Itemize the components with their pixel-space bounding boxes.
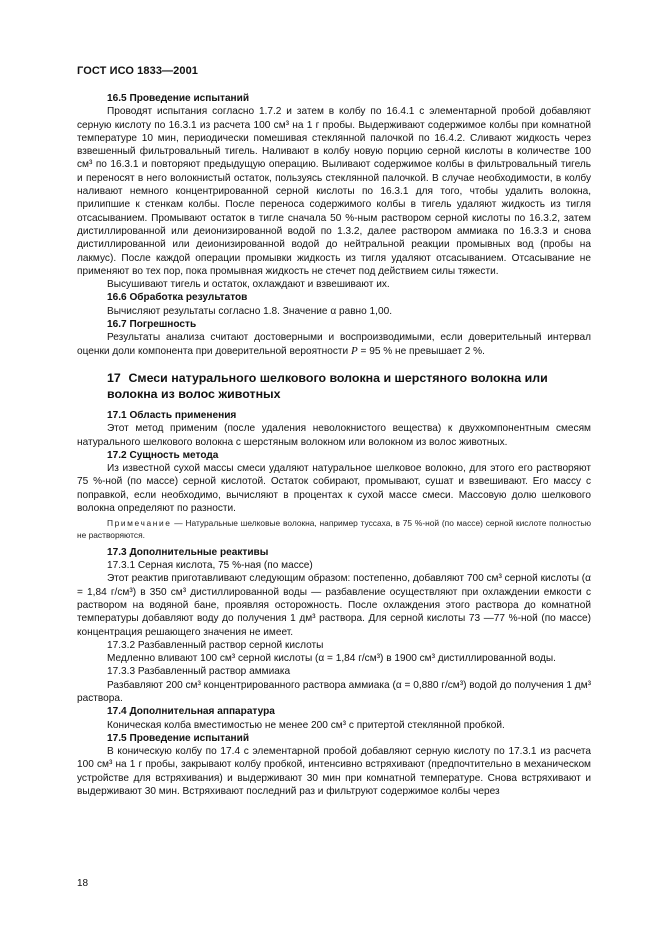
item-17-3-3-paragraph: Разбавляют 200 см³ концентрированного раствора аммиака (α = 0,880 г/см³) водой до получения 1 дм³ раствора.	[77, 679, 591, 704]
section-16-5-paragraph-2: Высушивают тигель и остаток, охлаждают и взвешивают их.	[107, 279, 390, 291]
item-17-3-1-title: 17.3.1 Серная кислота, 75 %-ная (по массе)	[107, 560, 313, 572]
page-number: 18	[77, 878, 89, 889]
section-16-5-title: 16.5 Проведение испытаний	[107, 93, 250, 104]
section-16-7-paragraph	[77, 331, 591, 358]
section-16-5-paragraph-1: Проводят испытания согласно 1.7.2 и затем в колбу по 16.4.1 с элементарной пробой добавляют серную кислоту по 16.3.1 из расчета 100 см³ на 1 г пробы. Выдерживают содержимое колбы при комнатной температуре 10 мин, периодически помешивая стеклянной палочкой по 16.4.2. Сливают жидкость через взвешенный фильтровальный тигель. Наливают в колбу новую порцию серной кислоты в количестве 100 см³ по 16.3.1 и повторяют предыдущую операцию. Выливают содержимое колбы в фильтровальный тигель и переносят в него волокнистый остаток, пользуясь стеклянной палочкой. В случае необходимости, в колбу наливают немного концентрированной серной кислоты по 16.3.1 для того, чтобы удалить волокна, прилипшие к стенкам колбы. После переноса содержимого колбы в тигель удаляют жидкость из тигля отсасыванием. Промывают остаток в тигле сначала 50 %-ным раствором серной кислоты по 16.3.2, затем дистиллированной или деионизированной водой по 1.3.2, далее раствором аммиака по 16.3.3 и снова дистиллированной или деионизированной водой до нейтральной реакции промывных вод (пробы на лакмус). После каждой операции промывки жидкость из тигля удаляют отсасыванием. Отсасывание не применяют во тех пор, пока промывная жидкость не стечет под действием силы тяжести.	[77, 106, 591, 277]
section-17-heading	[77, 370, 591, 402]
section-16-7-title: 16.7 Погрешность	[107, 319, 197, 331]
section-16-6-title: 16.6 Обработка результатов	[107, 292, 248, 304]
section-17-title: Смеси натурального шелкового волокна и шерстяного волокна или волокна из волос животных	[107, 370, 548, 401]
section-17-4-paragraph: Коническая колба вместимостью не менее 200 см³ с притертой стеклянной пробкой.	[107, 719, 505, 731]
section-16-7-text-a: Результаты анализа считают достоверными и воспроизводимыми, если доверительный интервал оценки доли компонента при доверительной вероятности	[77, 332, 591, 357]
section-16-6-paragraph: Вычисляют результаты согласно 1.8. Значение α равно 1,00.	[107, 305, 393, 317]
section-17-5-paragraph: В коническую колбу по 17.4 с элементарной пробой добавляют серную кислоту по 17.3.1 из расчета 100 см³ на 1 г пробы, закрывают колбу пробкой, интенсивно встряхивают (предпочтительно в механическом устройстве для встряхивания) и выдерживают 30 мин при комнатной температуре. Снова встряхивают и выдерживают 30 мин. Встряхивают последний раз и фильтруют содержимое колбы через	[77, 746, 591, 798]
item-17-3-2-paragraph: Медленно вливают 100 см³ серной кислоты (α = 1,84 г/см³) в 1900 см³ дистиллированной воды.	[107, 653, 556, 665]
section-17-2-note	[77, 518, 591, 540]
section-17-1-paragraph: Этот метод применим (после удаления неволокнистого вещества) к двухкомпонентным смесям натурального шелкового волокна с шерстяным волокном или волокном из волос животных.	[77, 423, 591, 448]
section-17-1-title: 17.1 Область применения	[107, 409, 237, 421]
section-17-number: 17	[107, 370, 121, 385]
section-16-7-text-b: = 95 % не превышает 2 %.	[357, 345, 485, 357]
section-17-2-paragraph: Из известной сухой массы смеси удаляют натуральное шелковое волокно, для этого его растворяют 75 %-ной (по массе) серной кислотой. Остаток собирают, промывают, сушат и взвешивают. Его массу с поправкой, если необходимо, вычисляют в процентах к сухой массе смеси. Массовую долю шелкового волокна определяют по разности.	[77, 463, 591, 515]
note-label: Примечание	[107, 518, 172, 529]
probability-variable: P	[350, 344, 358, 357]
item-17-3-1-paragraph: Этот реактив приготавливают следующим образом: постепенно, добавляют 700 см³ серной кислоты (α = 1,84 г/см³) в 350 см³ дистиллированной воды — разбавление осуществляют при охлаждении емкости с раствором на водяной бане, проявляя осторожность. После охлаждения этого раствора до комнатной температуры добавляют воду до получения 1 дм³ раствора. Для серной кислоты 73 —77 %-ной (по массе) концентрация решающего значения не имеет.	[77, 573, 591, 638]
document-code: ГОСТ ИСО 1833—2001	[77, 65, 199, 77]
note-text: — Натуральные шелковые волокна, например туссаха, в 75 %-ной (по массе) серной кислоте полностью не растворяются.	[77, 518, 591, 540]
section-17-5-title: 17.5 Проведение испытаний	[107, 732, 250, 744]
section-17-2-title: 17.2 Сущность метода	[107, 449, 219, 461]
item-17-3-2-title: 17.3.2 Разбавленный раствор серной кислоты	[107, 639, 324, 651]
section-17-3-title: 17.3 Дополнительные реактивы	[107, 546, 269, 558]
item-17-3-3-title: 17.3.3 Разбавленный раствор аммиака	[107, 666, 291, 678]
document-body	[77, 92, 591, 798]
section-17-4-title: 17.4 Дополнительная аппаратура	[107, 706, 275, 718]
